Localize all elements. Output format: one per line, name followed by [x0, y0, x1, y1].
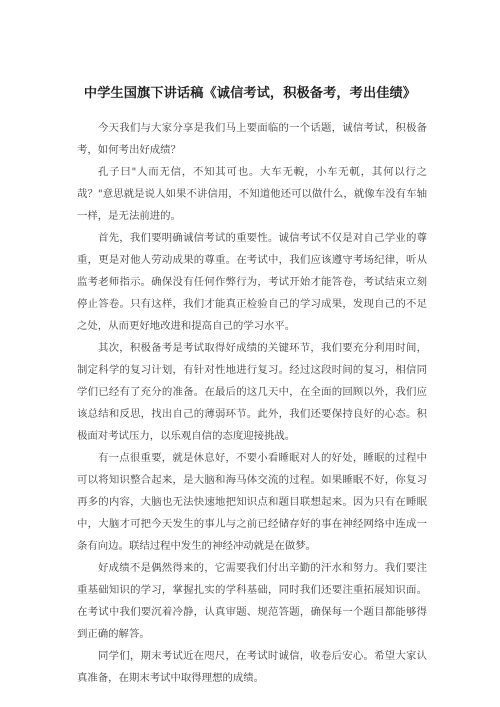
paragraph-6: 好成绩不是偶然得来的，它需要我们付出辛勤的汗水和努力。我们要注重基础知识的学习，掌握扎实的学科基础，同时我们还要注重拓展知识面。在考试中我们要沉着冷静，认真审题、规范答题，确保每一个题目都能够得到正确的解答。: [77, 562, 427, 640]
paragraph-3: 首先，我们要明确诚信考试的重要性。诚信考试不仅是对自己学业的尊重，更是对他人劳动成果的尊重。在考试中，我们应该遵守考场纪律，听从监考老师指示。确保没有任何作弊行为，考试开始才能答卷，考试结束立刻停止答卷。只有这样，我们才能真正检验自己的学习成果，发现自己的不足之处，从而更好地改进和提高自己的学习水平。: [77, 232, 427, 332]
paragraph-2: 孔子曰"人而无信，不知其可也。大车无輗，小车无軏，其何以行之哉？"意思就是说人如果不讲信用，不知道他还可以做什么，就像车没有车轴一样，是无法前进的。: [77, 166, 427, 222]
paragraph-1: 今天我们与大家分享是我们马上要面临的一个话题，诚信考试，积极备考，如何考出好成绩？: [77, 122, 427, 156]
paragraph-4: 其次，积极备考是考试取得好成绩的关键环节，我们要充分利用时间，制定科学的复习计划，有针对性地进行复习。经过这段时间的复习，相信同学们已经有了充分的准备。在最后的这几天中，在全面的回顾以外，我们应该总结和反思，找出自己的薄弱环节。此外，我们还要保持良好的心态。积极面对考试压力，以乐观自信的态度迎接挑战。: [77, 342, 427, 442]
paragraph-7: 同学们，期末考试近在咫尺，在考试时诚信，收卷后安心。希望大家认真准备，在期末考试中取得理想的成绩。: [77, 650, 427, 684]
document-title: 中学生国旗下讲话稿《诚信考试，积极备考，考出佳绩》: [83, 86, 417, 101]
document-body: [77, 117, 427, 689]
paragraph-5: 有一点很重要，就是休息好，不要小看睡眠对人的好处，睡眠的过程中可以将知识整合起来，是大脑和海马体交流的过程。如果睡眠不好，你复习再多的内容，大脑也无法快速地把知识点和题目联想起来。因为只有在睡眠中，大脑才可把今天发生的事儿与之前已经储存好的事在神经网络中连成一条有向边。联结过程中发生的神经冲动就是在做梦。: [77, 452, 427, 552]
